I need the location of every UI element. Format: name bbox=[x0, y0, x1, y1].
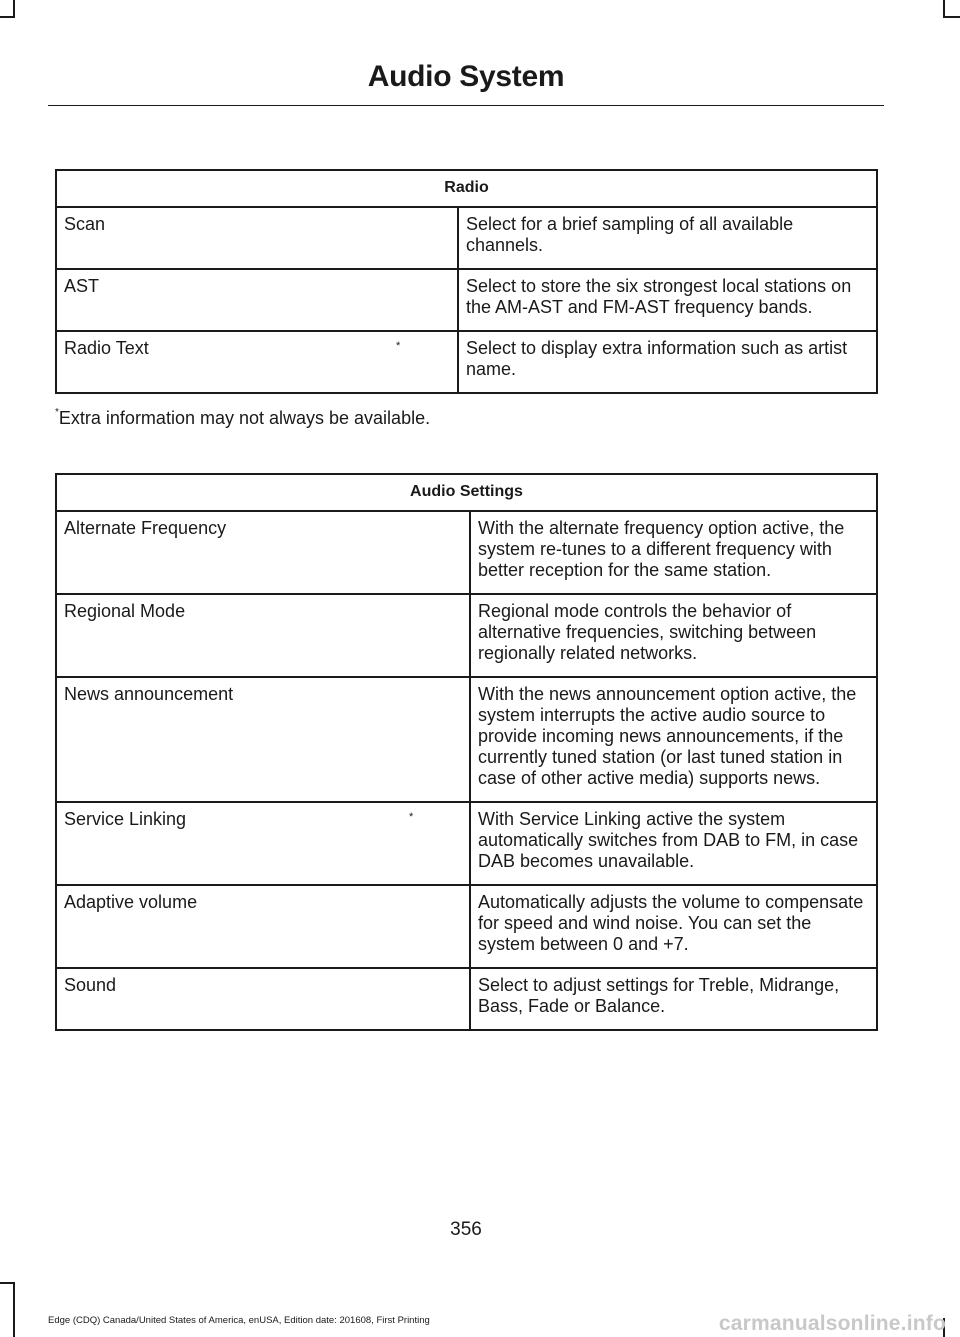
footnote-marker: * bbox=[55, 407, 59, 418]
table-row bbox=[56, 677, 877, 802]
footnote-marker: * bbox=[396, 340, 401, 352]
setting-description: Select to display extra information such as artist name. bbox=[458, 331, 877, 393]
footnote-text: Extra information may not always be available. bbox=[58, 408, 431, 428]
setting-description: Select to store the six strongest local stations on the AM-AST and FM-AST frequency bands. bbox=[458, 269, 877, 331]
crop-mark bbox=[0, 16, 15, 18]
setting-description: With the news announcement option active, the system interrupts the active audio source to provide incoming news announcements, if the currently tuned station (or last tuned station in case of other active media) supports news. bbox=[470, 677, 877, 802]
table-row bbox=[56, 594, 877, 677]
table-row bbox=[56, 885, 877, 968]
setting-name bbox=[56, 677, 470, 802]
setting-name-text: Regional Mode bbox=[64, 601, 186, 621]
table-row bbox=[56, 331, 877, 393]
radio-table bbox=[55, 169, 878, 394]
crop-mark bbox=[0, 1282, 15, 1284]
setting-description: Regional mode controls the behavior of alternative frequencies, switching between regionally related networks. bbox=[470, 594, 877, 677]
table-heading: Audio Settings bbox=[56, 474, 877, 511]
edition-info: Edge (CDQ) Canada/United States of America, enUSA, Edition date: 201608, First Printing bbox=[48, 1315, 430, 1326]
footnote-marker: * bbox=[409, 811, 414, 823]
table-row bbox=[56, 968, 877, 1030]
watermark: carmanualsonline.info bbox=[718, 1312, 946, 1335]
setting-name-text: Radio Text bbox=[64, 338, 149, 358]
setting-name bbox=[56, 594, 470, 677]
page-title: Audio System bbox=[367, 60, 565, 93]
setting-name-text: Sound bbox=[64, 975, 117, 995]
setting-description: Select for a brief sampling of all available channels. bbox=[458, 207, 877, 269]
setting-name-text: Service Linking bbox=[64, 809, 187, 829]
setting-name bbox=[56, 511, 470, 594]
setting-name bbox=[56, 207, 458, 269]
setting-description: With Service Linking active the system automatically switches from DAB to FM, in case DAB becomes unavailable. bbox=[470, 802, 877, 885]
crop-mark bbox=[13, 1282, 15, 1337]
table-row bbox=[56, 207, 877, 269]
setting-name bbox=[56, 885, 470, 968]
setting-name bbox=[56, 802, 470, 885]
setting-name bbox=[56, 269, 458, 331]
title-divider bbox=[48, 105, 884, 106]
setting-name-text: Alternate Frequency bbox=[64, 518, 227, 538]
setting-name bbox=[56, 968, 470, 1030]
table-row bbox=[56, 802, 877, 885]
setting-name-text: AST bbox=[64, 276, 100, 296]
table-heading: Radio bbox=[56, 170, 877, 207]
setting-description: With the alternate frequency option active, the system re-tunes to a different frequency with better reception for the same station. bbox=[470, 511, 877, 594]
setting-name-text: Scan bbox=[64, 214, 106, 234]
setting-name bbox=[56, 331, 458, 393]
table-row bbox=[56, 269, 877, 331]
table-row bbox=[56, 511, 877, 594]
setting-description: Automatically adjusts the volume to compensate for speed and wind noise. You can set the system between 0 and +7. bbox=[470, 885, 877, 968]
setting-description: Select to adjust settings for Treble, Midrange, Bass, Fade or Balance. bbox=[470, 968, 877, 1030]
crop-mark bbox=[943, 16, 960, 18]
page-number: 356 bbox=[450, 1219, 482, 1240]
table-footnote bbox=[55, 408, 430, 429]
setting-name-text: Adaptive volume bbox=[64, 892, 198, 912]
audio-settings-table bbox=[55, 473, 878, 1031]
setting-name-text: News announcement bbox=[64, 684, 234, 704]
